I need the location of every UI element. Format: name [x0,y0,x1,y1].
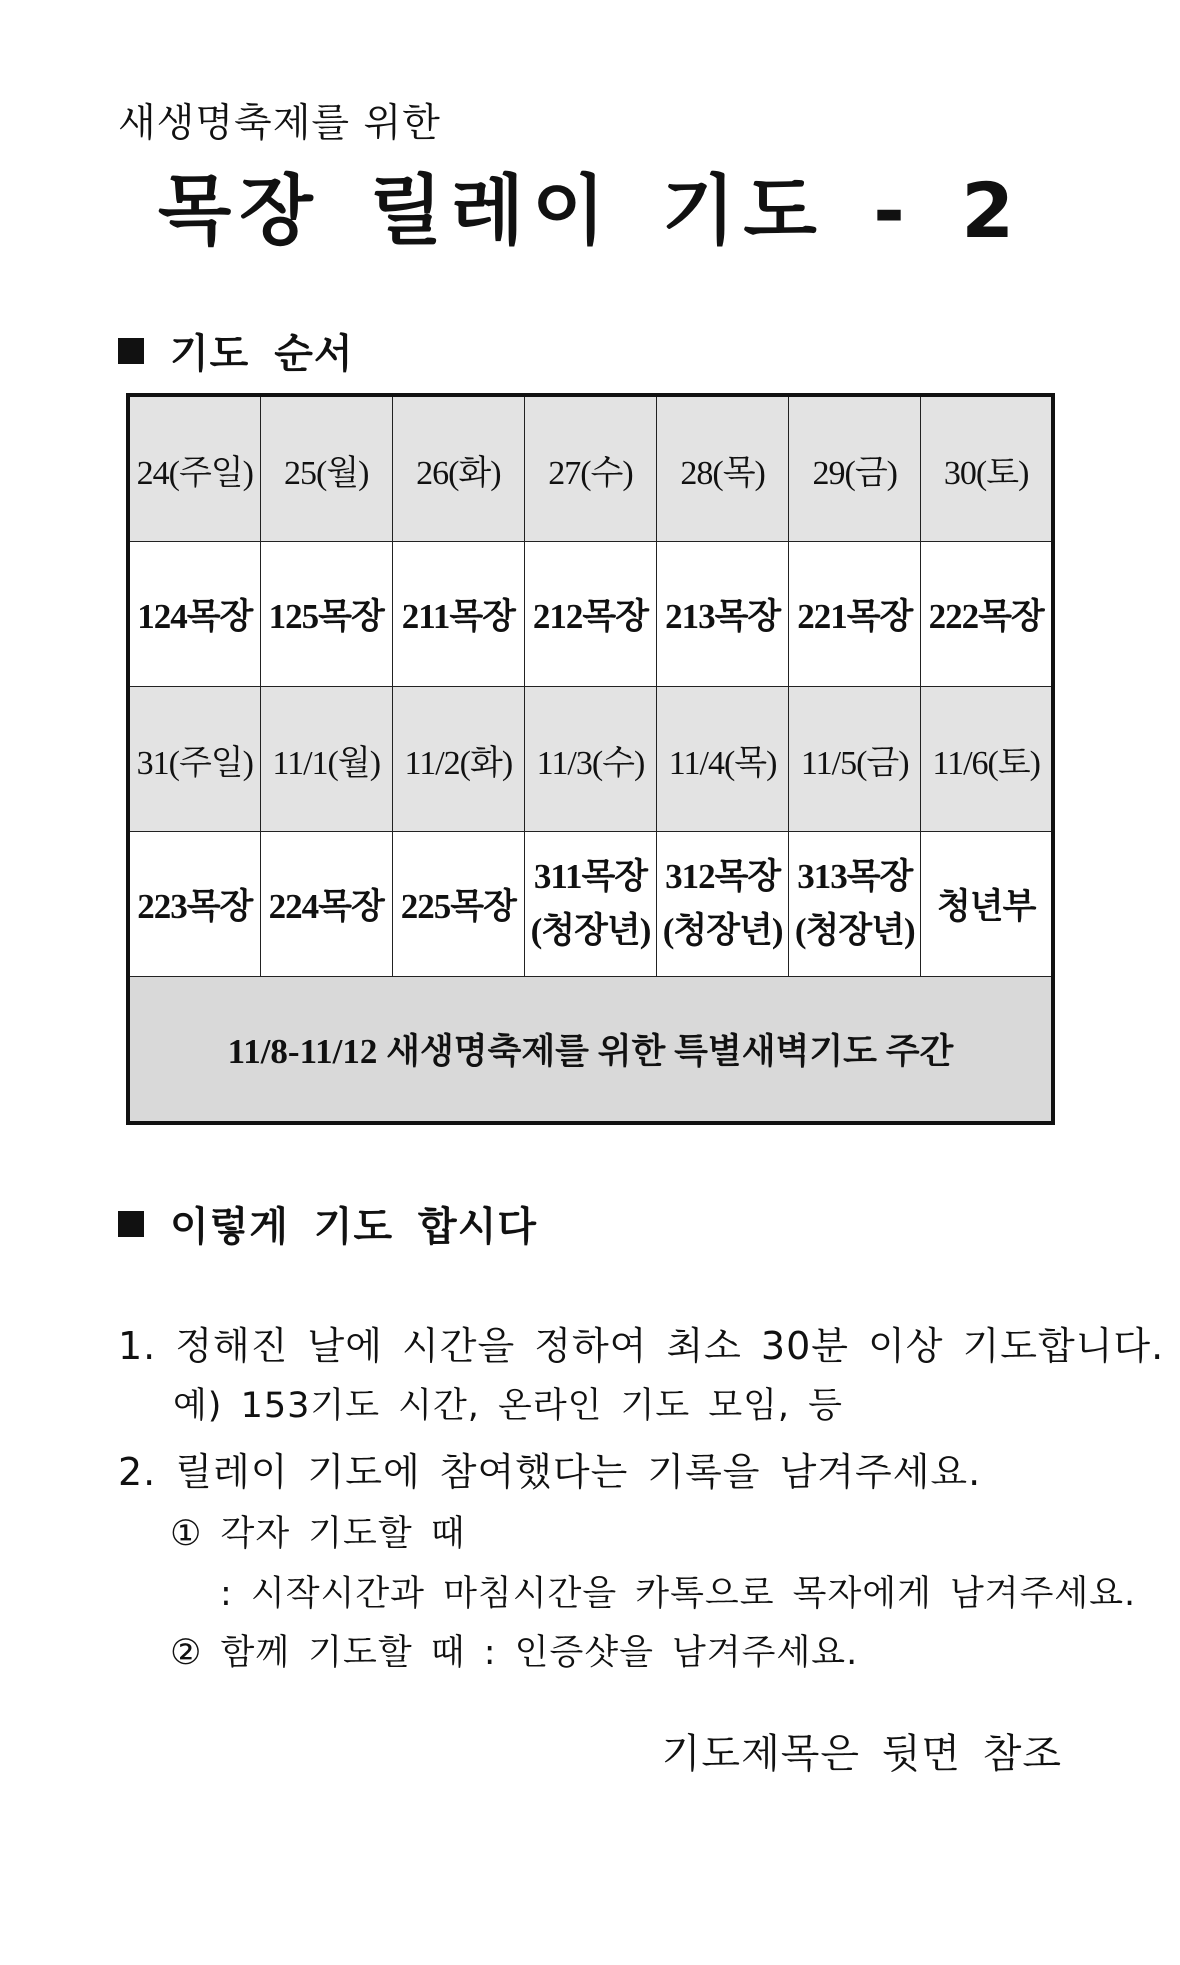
group-cell [921,542,1053,687]
schedule-heading [118,322,354,379]
cell-text: 11/2(화) [404,744,513,782]
cell-text: 29(금) [812,454,898,492]
prayer-schedule-table [126,393,1055,1125]
cell-text: 124목장 [137,597,253,636]
special-week-note: 11/8-11/12 새생명축제를 위한 특별새벽기도 주간 [128,977,1053,1124]
date-cell [921,395,1053,542]
cell-text: 11/3(수) [536,744,645,782]
group-cell [657,542,789,687]
date-cell [657,687,789,832]
cell-text: 311목장 [533,856,648,896]
date-cell [392,687,524,832]
cell-text: 212목장 [532,597,649,636]
group-row [128,542,1053,687]
cell-text: 225목장 [400,887,516,926]
how-to-pray-heading [118,1195,537,1252]
cell-text: 223목장 [137,887,253,926]
group-cell [128,832,260,977]
group-cell [128,542,260,687]
cell-text: 25(월) [283,454,369,492]
date-cell [789,395,921,542]
page-title: 목장 릴레이 기도 - 2 [157,166,1023,255]
cell-text: 11/5(금) [800,744,909,782]
cell-text: 125목장 [268,597,384,636]
cell-text: 11/6(토) [932,744,1041,782]
date-cell [260,687,392,832]
cell-text: 27(수) [548,454,633,492]
footer-note: 기도제목은 뒷면 참조 [661,1731,1062,1777]
date-cell [789,687,921,832]
group-cell [789,542,921,687]
special-week-row [128,977,1053,1124]
group-cell [524,542,656,687]
cell-text: 28(목) [680,454,765,492]
cell-text: 313목장 [797,856,913,896]
cell-text: (청장년) [662,911,783,950]
group-cell [657,832,789,977]
instruction-2-option-1: ① 각자 기도할 때 [170,1514,466,1554]
date-cell [657,395,789,542]
cell-text: 11/4(목) [668,744,777,782]
cell-text: 222목장 [928,597,1044,636]
cell-text: 26(화) [416,454,501,492]
group-cell [260,542,392,687]
schedule-heading-label: 기도 순서 [170,331,354,377]
square-bullet-icon [118,338,144,364]
cell-text: 24(주일) [136,454,253,492]
date-cell [128,395,260,542]
group-cell [392,832,524,977]
date-cell [128,687,260,832]
cell-text: 211목장 [401,597,515,636]
group-cell [789,832,921,977]
cell-text: 11/1(월) [272,744,381,782]
instruction-2-option-2: ② 함께 기도할 때 : 인증샷을 남겨주세요. [170,1633,859,1673]
cell-text: 224목장 [268,887,384,926]
cell-text: (청장년) [794,911,915,950]
group-cell [392,542,524,687]
date-cell [392,395,524,542]
group-row [128,832,1053,977]
how-to-pray-heading-label: 이렇게 기도 합시다 [170,1204,537,1250]
cell-text: 31(주일) [136,744,253,782]
cell-text: 213목장 [665,597,781,636]
date-cell [260,395,392,542]
instruction-1-example: 예) 153기도 시간, 온라인 기도 모임, 등 [173,1386,843,1426]
date-row [128,395,1053,542]
cell-text: 312목장 [665,856,781,896]
subtitle: 새생명축제를 위한 [118,101,441,146]
instruction-2: 2. 릴레이 기도에 참여했다는 기록을 남겨주세요. [118,1450,982,1494]
cell-text: 30(토) [943,454,1029,492]
group-cell [524,832,656,977]
cell-text: (청장년) [530,911,651,950]
date-cell [921,687,1053,832]
date-cell [524,395,656,542]
cell-text: 221목장 [797,597,913,636]
group-cell [260,832,392,977]
cell-text: 청년부 [936,887,1036,926]
instruction-1: 1. 정해진 날에 시간을 정하여 최소 30분 이상 기도합니다. [118,1324,1165,1368]
instruction-2-option-1-detail: : 시작시간과 마침시간을 카톡으로 목자에게 남겨주세요. [220,1574,1137,1614]
date-cell [524,687,656,832]
date-row [128,687,1053,832]
square-bullet-icon [118,1211,144,1237]
group-cell [921,832,1053,977]
